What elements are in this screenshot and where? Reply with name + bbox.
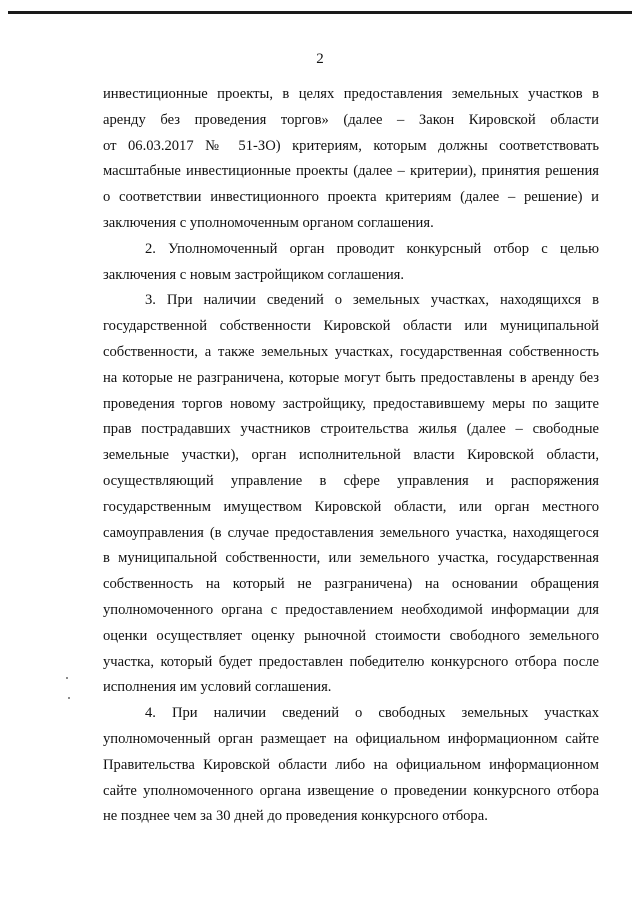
text-line: заключения с новым застройщиком соглашения.: [103, 266, 405, 283]
text-line: собственность на который не разграничена) на основании обращения: [103, 576, 599, 593]
text-line: 4. При наличии сведений о свободных земельных участках: [145, 705, 599, 722]
page-number: 2: [316, 51, 324, 67]
paragraph-2: [103, 237, 599, 289]
text-line: оценки осуществляет оценку рыночной стоимости свободного земельного: [103, 627, 599, 644]
text-line: уполномоченного органа с предоставлением необходимой информации для: [103, 601, 599, 618]
top-border-line: [8, 11, 632, 14]
text-line: сайте уполномоченного органа извещение о проведении конкурсного отбора: [103, 782, 599, 799]
text-line: проведения торгов новому застройщику, предоставившему меры по защите: [103, 395, 599, 412]
text-line: в муниципальной собственности, или земельного участка, государственная: [103, 550, 599, 567]
paragraph-3: [103, 288, 599, 701]
text-line: не позднее чем за 30 дней до проведения конкурсного отбора.: [103, 808, 488, 825]
text-line: исполнения им условий соглашения.: [103, 679, 332, 696]
scan-speck: [68, 697, 70, 699]
scan-speck: [66, 677, 68, 679]
paragraph-continuation: [103, 82, 599, 237]
text-line: аренду без проведения торгов» (далее – Закон Кировской области: [103, 111, 599, 128]
text-line: 3. При наличии сведений о земельных участках, находящихся в: [145, 292, 599, 309]
text-line: Правительства Кировской области либо на официальном информационном: [103, 756, 599, 773]
text-line: о соответствии инвестиционного проекта критериям (далее – решение) и: [103, 189, 599, 206]
text-line: осуществляющий управление в сфере управления и распоряжения: [103, 472, 599, 489]
text-line: государственной собственности Кировской области или муниципальной: [103, 318, 599, 335]
text-line: самоуправления (в случае предоставления земельного участка, находящегося: [103, 524, 599, 541]
text-line: государственным имуществом Кировской области, или орган местного: [103, 498, 599, 515]
text-line: участка, который будет предоставлен победителю конкурсного отбора после: [103, 653, 599, 670]
text-line: земельные участки), орган исполнительной власти Кировской области,: [103, 447, 599, 464]
document-body: [103, 82, 599, 830]
paragraph-4: [103, 701, 599, 830]
text-line: на которые не разграничена, которые могут быть предоставлены в аренду без: [103, 369, 599, 386]
text-line: инвестиционные проекты, в целях предоставления земельных участков в: [103, 86, 599, 102]
text-line: 2. Уполномоченный орган проводит конкурсный отбор с целью: [145, 240, 599, 257]
text-line: уполномоченный орган размещает на официальном информационном сайте: [103, 730, 599, 747]
text-line: собственности, а также земельных участках, государственная собственность: [103, 343, 599, 360]
text-line: масштабные инвестиционные проекты (далее – критерии), принятия решения: [103, 163, 599, 180]
text-line: прав пострадавших участников строительства жилья (далее – свободные: [103, 421, 599, 438]
text-line: от 06.03.2017 № 51-ЗО) критериям, которым должны соответствовать: [103, 137, 599, 154]
text-line: заключения с уполномоченным органом соглашения.: [103, 214, 434, 231]
